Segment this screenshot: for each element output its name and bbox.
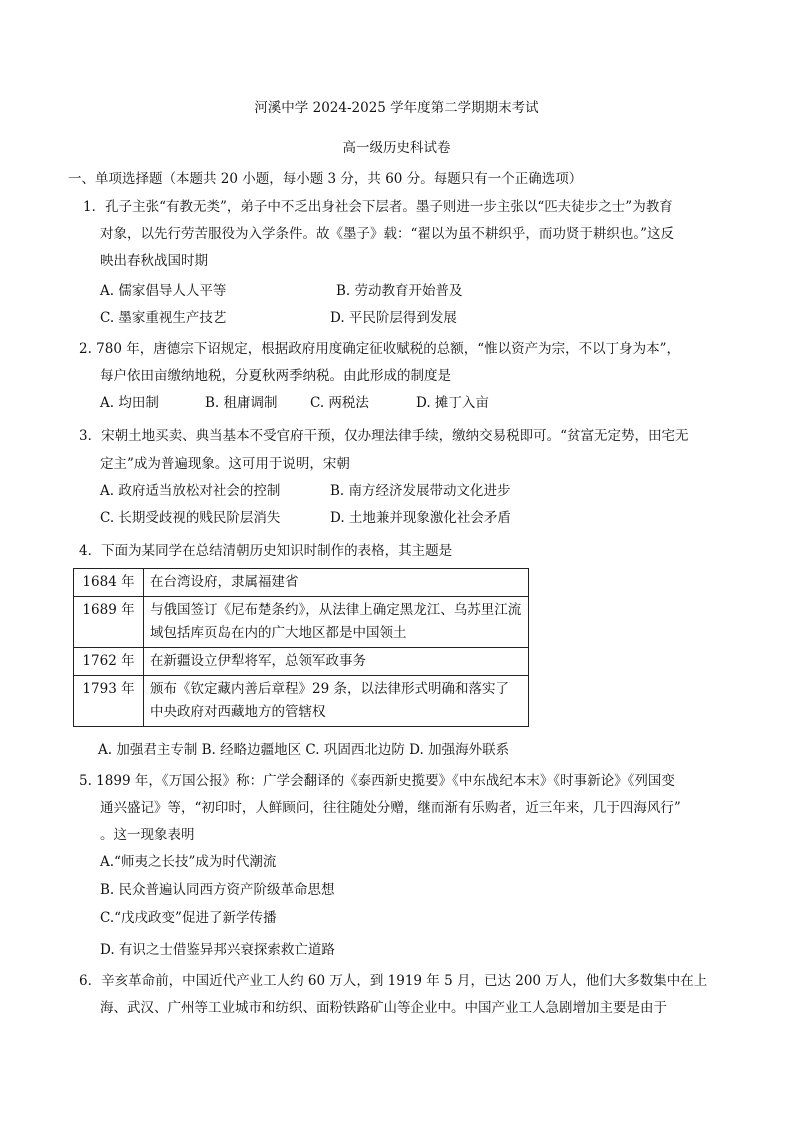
q3-option-c: C. 长期受歧视的贱民阶层消失 [100,510,281,526]
q5-option-c: C.“戊戌政变”促进了新学传播 [100,910,277,926]
q1-option-b: B. 劳动教育开始普及 [336,283,463,299]
q1-option-a: A. 儒家倡导人人平等 [100,283,227,299]
q2-option-b: B. 租庸调制 [205,395,278,411]
q1-line-2: 对象，以先行劳苦服役为入学条件。故《墨子》载：“翟以为虽不耕织乎，而功贤于耕织也。”这反 [100,226,675,242]
q1-option-c: C. 墨家重视生产技艺 [100,310,227,326]
exam-subtitle: 高一级历史科试卷 [342,140,451,156]
table-event-cell: 颁布《钦定藏内善后章程》29 条，以法律形式明确和落实了中央政府对西藏地方的管辖权 [144,676,529,727]
q2-line-1: 2. 780 年，唐德宗下诏规定，根据政府用度确定征收赋税的总额，“惟以资产为宗，不以丁身为本”， [79,341,681,357]
q1-line-1: 1．孔子主张“有教无类”，弟子中不乏出身社会下层者。墨子则进一步主张以“匹夫徒步之士”为教育 [83,199,673,215]
table-row [74,597,529,648]
q2-option-c: C. 两税法 [310,395,369,411]
q4-options: A. 加强君主专制 B. 经略边疆地区 C. 巩固西北边防 D. 加强海外联系 [98,742,510,758]
q2-option-d: D. 摊丁入亩 [416,395,489,411]
q3-line-1: 3．宋朝土地买卖、典当基本不受官府干预，仅办理法律手续，缴纳交易税即可。“贫富无定势，田宅无 [79,428,689,444]
q1-line-3: 映出春秋战国时期 [100,253,208,269]
q4-line-1: 4．下面为某同学在总结清朝历史知识时制作的表格，其主题是 [79,543,453,559]
q5-line-3: 。这一现象表明 [100,827,195,843]
q5-option-a: A.“师夷之长技”成为时代潮流 [100,854,277,870]
table-year-cell: 1689 年 [74,597,144,648]
section-heading: 一、单项选择题（本题共 20 小题，每小题 3 分，共 60 分。每题只有一个正确选项） [68,171,583,187]
q3-option-d: D. 土地兼并现象激化社会矛盾 [330,510,511,526]
table-event-cell: 在新疆设立伊犁将军，总领军政事务 [144,648,529,676]
q3-line-2: 定主”成为普遍现象。这可用于说明，宋朝 [100,456,350,472]
q5-line-2: 通兴盛记》等，“初印时，人鲜顾问，往往随处分赠，继而渐有乐购者，近三年来，几于四海风行” [100,800,681,816]
q6-line-2: 海、武汉、广州等工业城市和纺织、面粉铁路矿山等企业中。中国产业工人急剧增加主要是由于 [100,1000,667,1016]
q3-option-b: B. 南方经济发展带动文化进步 [330,483,511,499]
table-year-cell: 1762 年 [74,648,144,676]
q2-option-a: A. 均田制 [100,395,159,411]
table-row [74,648,529,676]
table-event-cell: 与俄国签订《尼布楚条约》，从法律上确定黑龙江、乌苏里江流域包括库页岛在内的广大地区都是中国领土 [144,597,529,648]
q2-line-2: 每户依田亩缴纳地税，分夏秋两季纳税。由此形成的制度是 [100,368,451,384]
q3-option-a: A. 政府适当放松对社会的控制 [100,483,281,499]
q5-line-1: 5. 1899 年，《万国公报》称：广学会翻译的《泰西新史揽要》《中东战纪本末》《时事新论》《列国变 [79,773,675,789]
q4-table [73,568,529,727]
table-row [74,569,529,597]
q1-option-d: D. 平民阶层得到发展 [330,310,457,326]
table-event-cell: 在台湾设府，隶属福建省 [144,569,529,597]
exam-title: 河溪中学 2024-2025 学年度第二学期期末考试 [254,100,539,116]
table-year-cell: 1684 年 [74,569,144,597]
table-year-cell: 1793 年 [74,676,144,727]
q5-option-b: B. 民众普遍认同西方资产阶级革命思想 [100,882,335,898]
q5-option-d: D. 有识之士借鉴异邦兴衰探索救亡道路 [100,942,335,958]
table-row [74,676,529,727]
q6-line-1: 6．辛亥革命前，中国近代产业工人约 60 万人，到 1919 年 5 月，已达 200 万人，他们大多数集中在上 [79,973,708,989]
